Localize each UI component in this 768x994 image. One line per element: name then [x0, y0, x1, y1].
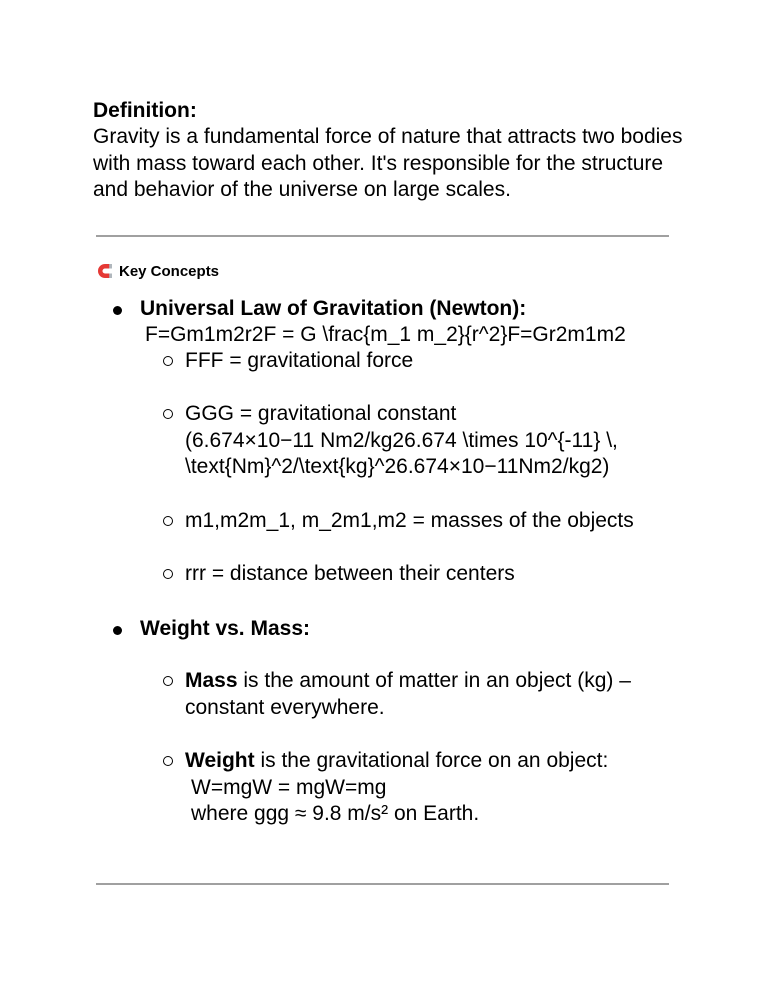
- circle-bullet-icon: [163, 516, 173, 526]
- section-divider: [96, 883, 669, 885]
- mass-line-2: constant everywhere.: [185, 695, 385, 719]
- weight-line: [185, 748, 685, 775]
- weight-definition: is the gravitational force on an object:: [254, 749, 609, 772]
- mass-term: Mass: [185, 669, 238, 692]
- mass-line: [185, 668, 685, 695]
- bullet-icon: [113, 306, 122, 315]
- weight-term: Weight: [185, 749, 255, 772]
- definition-heading: Definition:: [93, 99, 197, 122]
- sub-item-text: GGG = gravitational constant: [185, 402, 457, 425]
- definition-body: Gravity is a fundamental force of nature that attracts two bodies with mass toward each other. It's responsible for the structure and behavior of the universe on large scales.: [93, 125, 683, 201]
- weight-mass-label: Weight vs. Mass:: [140, 617, 310, 640]
- section-divider: [96, 235, 669, 237]
- mass-definition: is the amount of matter in an object (kg) –: [237, 669, 631, 692]
- sub-item-text: FFF = gravitational force: [185, 349, 414, 372]
- sub-item-text: rrr = distance between their centers: [185, 562, 515, 585]
- sub-item-text: \text{Nm}^2/\text{kg}^26.674×10−11Nm2/kg2): [185, 455, 610, 478]
- circle-bullet-icon: [163, 676, 173, 686]
- weight-note: where ggg ≈ 9.8 m/s² on Earth.: [191, 802, 480, 825]
- circle-bullet-icon: [163, 756, 173, 766]
- sub-item-text: m1,m2m_1, m_2m1,m2 = masses of the objects: [185, 509, 634, 532]
- newton-label: Universal Law of Gravitation (Newton):: [140, 297, 527, 320]
- weight-formula: W=mgW = mgW=mg: [191, 775, 387, 799]
- circle-bullet-icon: [163, 409, 173, 419]
- key-concepts-title: Key Concepts: [119, 262, 220, 280]
- circle-bullet-icon: [163, 569, 173, 579]
- bullet-icon: [113, 626, 122, 635]
- magnet-icon: [96, 262, 114, 280]
- key-concepts-heading: [96, 261, 219, 281]
- sub-item-text: (6.674×10−11 Nm2/kg26.674 \times 10^{-11} \,: [185, 428, 618, 452]
- circle-bullet-icon: [163, 356, 173, 366]
- newton-formula: F=Gm1m2r2F = G \frac{m_1 m_2}{r^2}F=Gr2m1m2: [145, 323, 626, 346]
